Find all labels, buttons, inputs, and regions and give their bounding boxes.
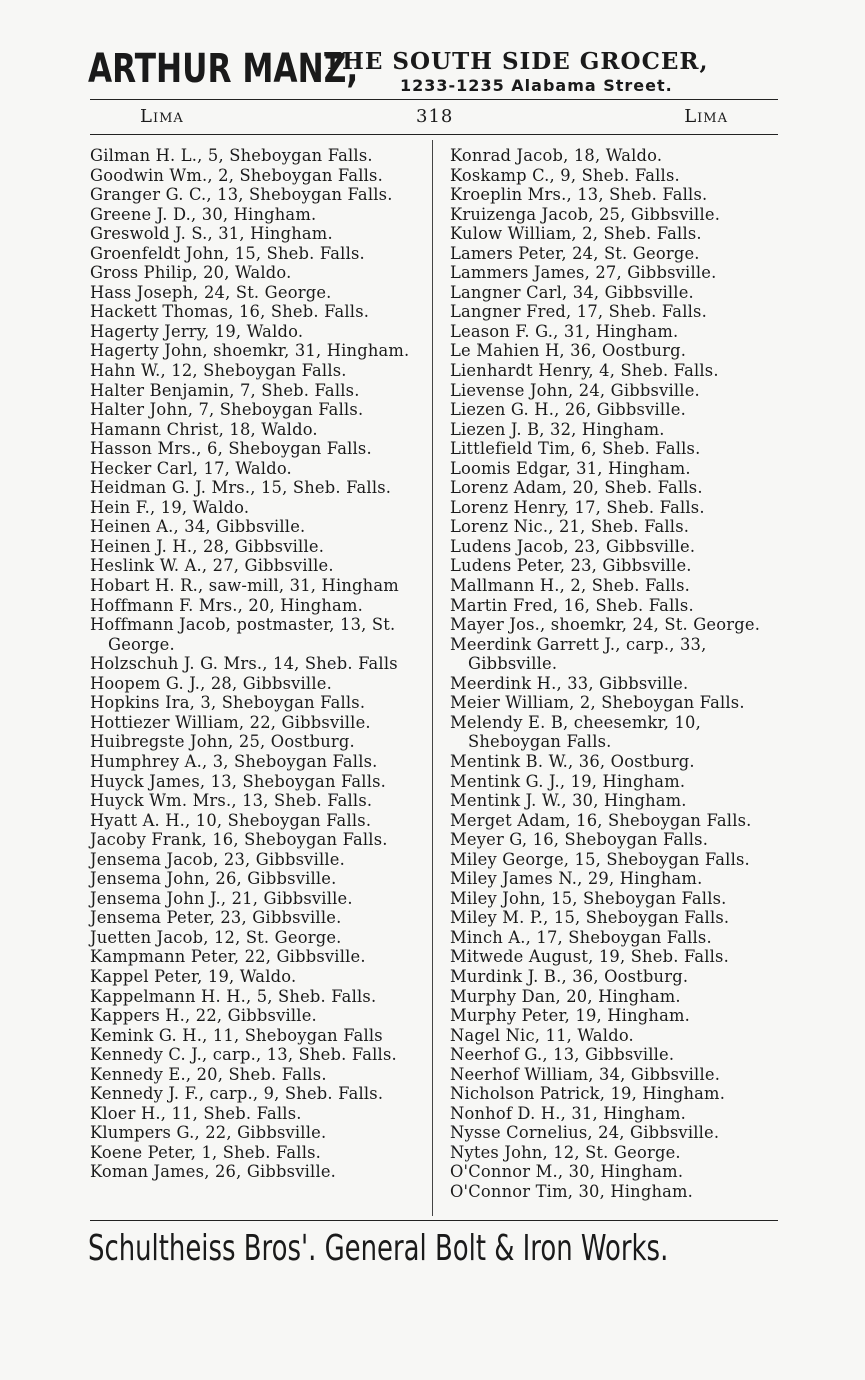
directory-entry: Hoffmann F. Mrs., 20, Hingham.	[90, 595, 363, 615]
running-head-left: Lima	[140, 106, 184, 127]
directory-entry: Hagerty Jerry, 19, Waldo.	[90, 321, 304, 341]
directory-entry: Hecker Carl, 17, Waldo.	[90, 458, 292, 478]
directory-entry: Jensema John J., 21, Gibbsville.	[90, 888, 353, 908]
directory-entry: Littlefield Tim, 6, Sheb. Falls.	[450, 439, 701, 459]
directory-entry: Heslink W. A., 27, Gibbsville.	[90, 556, 334, 576]
directory-entry: Jacoby Frank, 16, Sheboygan Falls.	[90, 830, 388, 850]
directory-entry: Neerhof G., 13, Gibbsville.	[450, 1045, 675, 1065]
directory-entry: Hottiezer William, 22, Gibbsville.	[90, 712, 371, 732]
directory-entry: Kappel Peter, 19, Waldo.	[90, 966, 297, 986]
directory-entry: Nonhof D. H., 31, Hingham.	[450, 1103, 686, 1123]
directory-entry: Granger G. C., 13, Sheboygan Falls.	[90, 185, 393, 205]
directory-entry: Mentink B. W., 36, Oostburg.	[450, 751, 695, 771]
directory-entry: Nytes John, 12, St. George.	[450, 1142, 681, 1162]
column-divider	[432, 140, 433, 1216]
directory-entry: Heinen J. H., 28, Gibbsville.	[90, 536, 325, 556]
directory-entry: Kemink G. H., 11, Sheboygan Falls	[90, 1025, 383, 1045]
directory-entry: Hobart H. R., saw-mill, 31, Hingham	[90, 576, 399, 596]
directory-entry: Hahn W., 12, Sheboygan Falls.	[90, 361, 347, 381]
directory-entry: Halter Benjamin, 7, Sheb. Falls.	[90, 380, 360, 400]
directory-entry: Kruizenga Jacob, 25, Gibbsville.	[450, 204, 721, 224]
directory-entry: Merget Adam, 16, Sheboygan Falls.	[450, 810, 752, 830]
directory-entry: Juetten Jacob, 12, St. George.	[90, 927, 342, 947]
directory-entry: Gilman H. L., 5, Sheboygan Falls.	[90, 146, 373, 165]
directory-entry: Huyck Wm. Mrs., 13, Sheb. Falls.	[90, 791, 373, 811]
directory-entry: Mentink G. J., 19, Hingham.	[450, 771, 686, 791]
directory-entry: Klumpers G., 22, Gibbsville.	[90, 1123, 327, 1143]
advertiser-name: ARTHUR MANZ,	[88, 46, 359, 92]
directory-entry: Neerhof William, 34, Gibbsville.	[450, 1064, 721, 1084]
directory-entry: Miley George, 15, Sheboygan Falls.	[450, 849, 750, 869]
directory-entry: Murphy Peter, 19, Hingham.	[450, 1006, 690, 1026]
directory-entry: Hoopem G. J., 28, Gibbsville.	[90, 673, 332, 693]
directory-entry: Kampmann Peter, 22, Gibbsville.	[90, 947, 366, 967]
directory-entry: Kloer H., 11, Sheb. Falls.	[90, 1103, 302, 1123]
directory-entry: Koskamp C., 9, Sheb. Falls.	[450, 165, 680, 185]
directory-entry: Koene Peter, 1, Sheb. Falls.	[90, 1142, 322, 1162]
directory-entry: Kappers H., 22, Gibbsville.	[90, 1006, 317, 1026]
directory-entry: Liezen G. H., 26, Gibbsville.	[450, 400, 686, 420]
directory-entry: Hein F., 19, Waldo.	[90, 497, 250, 517]
directory-entry: Jensema John, 26, Gibbsville.	[90, 869, 337, 889]
directory-entry: Greswold J. S., 31, Hingham.	[90, 224, 333, 244]
directory-entry: Hoffmann Jacob, postmaster, 13, St. George.	[90, 615, 396, 654]
directory-entry: Goodwin Wm., 2, Sheboygan Falls.	[90, 165, 383, 185]
directory-entry: O'Connor Tim, 30, Hingham.	[450, 1181, 694, 1201]
directory-entry: Loomis Edgar, 31, Hingham.	[450, 458, 691, 478]
directory-entry: Melendy E. B, cheesemkr, 10, Sheboygan Falls.	[450, 712, 701, 752]
directory-entry: Mayer Jos., shoemkr, 24, St. George.	[450, 615, 761, 635]
directory-entry: Miley James N., 29, Hingham.	[450, 869, 703, 889]
directory-entry: Nagel Nic, 11, Waldo.	[450, 1025, 634, 1045]
directory-entry: Hasson Mrs., 6, Sheboygan Falls.	[90, 439, 372, 459]
directory-entry: Leason F. G., 31, Hingham.	[450, 321, 679, 341]
advertiser-address: 1233-1235 Alabama Street.	[400, 76, 673, 95]
directory-entry: Greene J. D., 30, Hingham.	[90, 204, 317, 224]
directory-entry: Lorenz Henry, 17, Sheb. Falls.	[450, 497, 705, 517]
directory-entry: Lamers Peter, 24, St. George.	[450, 243, 700, 263]
directory-entry: Liezen J. B, 32, Hingham.	[450, 419, 665, 439]
header-rule	[90, 134, 778, 135]
directory-entry: Halter John, 7, Sheboygan Falls.	[90, 400, 364, 420]
directory-entry: Kroeplin Mrs., 13, Sheb. Falls.	[450, 185, 708, 205]
directory-entry: Lorenz Adam, 20, Sheb. Falls.	[450, 478, 703, 498]
directory-entry: Kennedy J. F., carp., 9, Sheb. Falls.	[90, 1084, 384, 1104]
top-advertisement	[88, 44, 778, 96]
directory-entry: Murphy Dan, 20, Hingham.	[450, 986, 681, 1006]
directory-entry: Lievense John, 24, Gibbsville.	[450, 380, 700, 400]
directory-entry: Nicholson Patrick, 19, Hingham.	[450, 1084, 726, 1104]
directory-entry: Le Mahien H, 36, Oostburg.	[450, 341, 687, 361]
bottom-advertisement: Schultheiss Bros'. General Bolt & Iron Works.	[88, 1228, 669, 1269]
directory-entry: Hass Joseph, 24, St. George.	[90, 282, 332, 302]
running-head-right: Lima	[684, 106, 728, 127]
right-column	[450, 146, 780, 1202]
directory-entry: Ludens Jacob, 23, Gibbsville.	[450, 536, 696, 556]
directory-entry: Murdink J. B., 36, Oostburg.	[450, 966, 689, 986]
directory-entry: Kennedy C. J., carp., 13, Sheb. Falls.	[90, 1045, 397, 1065]
top-rule	[90, 99, 778, 100]
directory-entry: Konrad Jacob, 18, Waldo.	[450, 146, 663, 165]
page-number: 318	[416, 106, 454, 127]
directory-entry: Kennedy E., 20, Sheb. Falls.	[90, 1064, 327, 1084]
directory-entry: Mallmann H., 2, Sheb. Falls.	[450, 576, 691, 596]
directory-entry: Meier William, 2, Sheboygan Falls.	[450, 693, 745, 713]
directory-entry: Lorenz Nic., 21, Sheb. Falls.	[450, 517, 690, 537]
advertiser-tagline: THE SOUTH SIDE GROCER,	[324, 48, 709, 75]
directory-entry: Kulow William, 2, Sheb. Falls.	[450, 224, 702, 244]
left-column	[90, 146, 428, 1182]
directory-entry: Hyatt A. H., 10, Sheboygan Falls.	[90, 810, 372, 830]
directory-entry: Jensema Jacob, 23, Gibbsville.	[90, 849, 345, 869]
directory-entry: Jensema Peter, 23, Gibbsville.	[90, 908, 342, 928]
directory-entry: Ludens Peter, 23, Gibbsville.	[450, 556, 692, 576]
directory-entry: Hopkins Ira, 3, Sheboygan Falls.	[90, 693, 366, 713]
directory-entry: Martin Fred, 16, Sheb. Falls.	[450, 595, 694, 615]
directory-entry: Minch A., 17, Sheboygan Falls.	[450, 927, 712, 947]
directory-entry: Kappelmann H. H., 5, Sheb. Falls.	[90, 986, 377, 1006]
directory-entry: Heinen A., 34, Gibbsville.	[90, 517, 306, 537]
directory-entry: Lammers James, 27, Gibbsville.	[450, 263, 717, 283]
directory-entry: Meyer G, 16, Sheboygan Falls.	[450, 830, 709, 850]
directory-entry: Meerdink Garrett J., carp., 33, Gibbsville.	[450, 634, 707, 674]
directory-entry: Huyck James, 13, Sheboygan Falls.	[90, 771, 387, 791]
bottom-rule	[90, 1220, 778, 1221]
directory-entry: Miley John, 15, Sheboygan Falls.	[450, 888, 727, 908]
directory-entry: Hamann Christ, 18, Waldo.	[90, 419, 318, 439]
directory-entry: Langner Fred, 17, Sheb. Falls.	[450, 302, 707, 322]
directory-entry: Hackett Thomas, 16, Sheb. Falls.	[90, 302, 370, 322]
directory-entry: Humphrey A., 3, Sheboygan Falls.	[90, 751, 378, 771]
running-head	[90, 106, 778, 132]
directory-entry: Nysse Cornelius, 24, Gibbsville.	[450, 1123, 720, 1143]
directory-entry: Huibregste John, 25, Oostburg.	[90, 732, 355, 752]
directory-entry: Mitwede August, 19, Sheb. Falls.	[450, 947, 729, 967]
directory-entry: Mentink J. W., 30, Hingham.	[450, 791, 687, 811]
directory-entry: Meerdink H., 33, Gibbsville.	[450, 673, 689, 693]
directory-entry: Holzschuh J. G. Mrs., 14, Sheb. Falls	[90, 654, 398, 674]
directory-entry: Miley M. P., 15, Sheboygan Falls.	[450, 908, 730, 928]
directory-entry: Gross Philip, 20, Waldo.	[90, 263, 292, 283]
directory-entry: Lienhardt Henry, 4, Sheb. Falls.	[450, 361, 719, 381]
directory-entry: Hagerty John, shoemkr, 31, Hingham.	[90, 341, 410, 361]
directory-entry: Koman James, 26, Gibbsville.	[90, 1162, 337, 1182]
directory-entry: Heidman G. J. Mrs., 15, Sheb. Falls.	[90, 478, 392, 498]
directory-entry: O'Connor M., 30, Hingham.	[450, 1162, 684, 1182]
directory-entry: Groenfeldt John, 15, Sheb. Falls.	[90, 243, 365, 263]
directory-entry: Langner Carl, 34, Gibbsville.	[450, 282, 694, 302]
